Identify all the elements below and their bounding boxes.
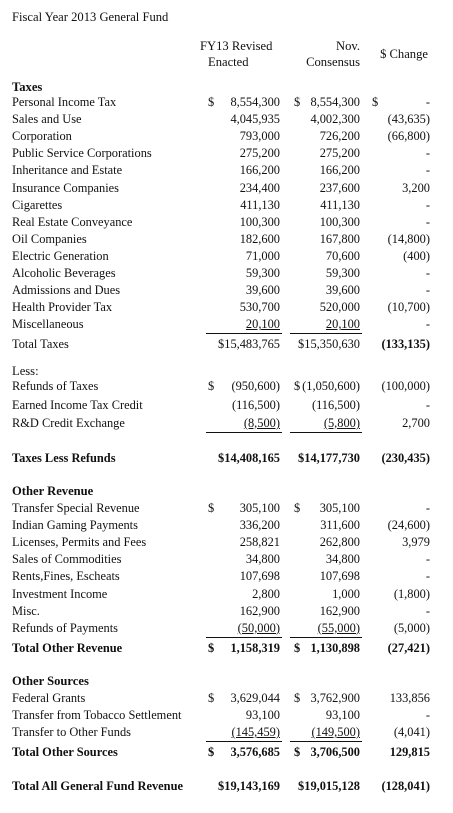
- table-row: [0, 690, 453, 707]
- currency-symbol: $: [208, 691, 215, 705]
- value-fy13-enacted: 411,130: [240, 197, 280, 212]
- value-change: -: [425, 146, 430, 161]
- value-nov-consensus: 262,800: [319, 535, 360, 550]
- row-label: Refunds of Taxes: [12, 379, 99, 393]
- grand-total-row: [0, 778, 453, 795]
- value-change: -: [425, 569, 430, 584]
- value-change: (1,800): [393, 586, 430, 601]
- table-row: [0, 162, 453, 179]
- value-change: 129,815: [389, 745, 430, 759]
- total-other-revenue-row: [0, 640, 453, 657]
- row-label: R&D Credit Exchange: [12, 416, 125, 430]
- value-change: (66,800): [387, 129, 430, 144]
- value-change: (133,135): [381, 337, 430, 351]
- row-label: Sales of Commodities: [12, 552, 122, 567]
- value-fy13-enacted: 275,200: [239, 146, 280, 161]
- value-fy13-enacted: 258,821: [239, 535, 280, 550]
- row-label: Public Service Corporations: [12, 146, 152, 161]
- value-fy13-enacted: (116,500): [231, 397, 280, 412]
- value-nov-consensus: (5,800): [323, 416, 360, 430]
- table-row: [0, 299, 453, 316]
- row-label: Personal Income Tax: [12, 95, 117, 109]
- currency-symbol: $: [208, 745, 215, 759]
- value-fy13-enacted: (8,500): [243, 416, 280, 430]
- value-nov-consensus: 93,100: [325, 708, 360, 723]
- currency-symbol: $: [208, 641, 215, 655]
- value-change: -: [425, 163, 430, 178]
- row-label: Corporation: [12, 129, 72, 144]
- total-rule: [290, 432, 362, 433]
- value-change: (14,800): [387, 231, 430, 246]
- value-nov-consensus: 726,200: [319, 129, 360, 144]
- table-row: [0, 568, 453, 585]
- row-label: Total All General Fund Revenue: [12, 779, 183, 793]
- table-row: [0, 500, 453, 517]
- value-change: -: [425, 501, 430, 515]
- row-label: Transfer from Tobacco Settlement: [12, 708, 182, 723]
- table-row: [0, 397, 453, 414]
- total-rule: [206, 637, 282, 638]
- table-row: [0, 620, 453, 637]
- value-fy13-enacted: 336,200: [239, 518, 280, 533]
- value-nov-consensus: 411,130: [320, 197, 360, 212]
- currency-symbol: $: [294, 95, 301, 109]
- row-label: Refunds of Payments: [12, 620, 118, 635]
- row-label: Miscellaneous: [12, 317, 84, 332]
- row-label: Insurance Companies: [12, 180, 120, 195]
- table-row: [0, 128, 453, 145]
- value-fy13-enacted: 59,300: [245, 266, 280, 280]
- value-change: 133,856: [389, 691, 430, 705]
- value-change: (230,435): [381, 451, 430, 465]
- value-nov-consensus: 1,000: [332, 586, 360, 601]
- table-row: [0, 231, 453, 248]
- table-row: [0, 282, 453, 299]
- value-nov-consensus: (55,000): [317, 620, 360, 635]
- header-fy13-line2: Enacted: [208, 55, 249, 69]
- value-change: -: [425, 317, 430, 332]
- value-change: (27,421): [387, 641, 430, 655]
- value-nov-consensus: $14,177,730: [298, 451, 360, 465]
- value-fy13-enacted: (950,600): [231, 379, 280, 393]
- row-label: Health Provider Tax: [12, 300, 113, 315]
- value-change: -: [425, 397, 430, 412]
- total-taxes-row: [0, 336, 453, 353]
- value-nov-consensus: 3,706,500: [310, 745, 360, 759]
- value-change: 3,200: [402, 180, 430, 195]
- currency-symbol: $: [208, 379, 215, 393]
- value-change: -: [425, 266, 430, 280]
- value-fy13-enacted: 71,000: [245, 248, 280, 263]
- row-label: Oil Companies: [12, 231, 87, 246]
- value-nov-consensus: (1,050,600): [302, 379, 360, 393]
- value-change: -: [425, 197, 430, 212]
- value-nov-consensus: 166,200: [319, 163, 360, 178]
- table-row: [0, 707, 453, 724]
- value-nov-consensus: 4,002,300: [310, 112, 360, 127]
- value-change: (10,700): [387, 300, 430, 315]
- table-row: [0, 214, 453, 231]
- value-nov-consensus: (149,500): [311, 725, 360, 740]
- row-label: Investment Income: [12, 586, 108, 601]
- row-label: Misc.: [12, 603, 40, 618]
- value-change: (24,600): [387, 518, 430, 533]
- row-label: Federal Grants: [12, 691, 86, 705]
- value-nov-consensus: $19,015,128: [298, 779, 360, 793]
- row-label: Alcoholic Beverages: [12, 266, 116, 280]
- total-other-sources-row: [0, 744, 453, 761]
- value-fy13-enacted: 3,629,044: [230, 691, 280, 705]
- value-change: (400): [403, 248, 430, 263]
- value-nov-consensus: (116,500): [311, 397, 360, 412]
- value-change: -: [425, 283, 430, 298]
- table-row: [0, 94, 453, 111]
- table-row: [0, 265, 453, 282]
- table-row: [0, 145, 453, 162]
- table-row: [0, 586, 453, 603]
- row-label: Rents,Fines, Escheats: [12, 569, 120, 584]
- table-row: [0, 724, 453, 741]
- value-nov-consensus: $15,350,630: [298, 337, 360, 351]
- currency-symbol: $: [294, 641, 301, 655]
- value-fy13-enacted: $15,483,765: [218, 337, 280, 351]
- total-rule: [290, 637, 362, 638]
- currency-symbol: $: [294, 691, 301, 705]
- header-fy13-line1: FY13 Revised: [200, 39, 273, 53]
- value-fy13-enacted: 39,600: [245, 283, 280, 298]
- total-rule: [290, 741, 362, 742]
- section-title-other-sources: Other Sources: [12, 674, 89, 688]
- table-row: [0, 180, 453, 197]
- row-label: Total Other Sources: [12, 745, 118, 759]
- row-label: Sales and Use: [12, 112, 82, 127]
- value-fy13-enacted: 2,800: [252, 586, 280, 601]
- value-fy13-enacted: 4,045,935: [230, 112, 280, 127]
- total-rule: [206, 333, 282, 334]
- value-nov-consensus: 237,600: [319, 180, 360, 195]
- value-change: -: [425, 214, 430, 229]
- value-nov-consensus: 305,100: [319, 501, 360, 515]
- taxes-less-refunds-row: [0, 450, 453, 467]
- row-label: Real Estate Conveyance: [12, 214, 133, 229]
- value-fy13-enacted: 107,698: [239, 569, 280, 584]
- header-nov-line2: Consensus: [306, 55, 360, 69]
- value-nov-consensus: 34,800: [325, 552, 360, 567]
- value-fy13-enacted: 20,100: [245, 317, 280, 332]
- row-label: Cigarettes: [12, 197, 63, 212]
- page-title: Fiscal Year 2013 General Fund: [12, 10, 169, 24]
- value-nov-consensus: 100,300: [319, 214, 360, 229]
- value-fy13-enacted: 34,800: [245, 552, 280, 567]
- table-row: [0, 415, 453, 432]
- value-change: 2,700: [402, 416, 430, 430]
- value-nov-consensus: 20,100: [325, 317, 360, 332]
- total-rule: [206, 432, 282, 433]
- row-label: Electric Generation: [12, 248, 109, 263]
- value-fy13-enacted: 93,100: [245, 708, 280, 723]
- value-nov-consensus: 59,300: [325, 266, 360, 280]
- value-change: (43,635): [387, 112, 430, 127]
- value-nov-consensus: 520,000: [319, 300, 360, 315]
- table-row: [0, 248, 453, 265]
- value-fy13-enacted: 530,700: [239, 300, 280, 315]
- table-row: [0, 111, 453, 128]
- row-label: Total Taxes: [12, 337, 69, 351]
- value-change: (128,041): [381, 779, 430, 793]
- row-label: Transfer Special Revenue: [12, 501, 140, 515]
- value-nov-consensus: 39,600: [325, 283, 360, 298]
- value-change: -: [425, 552, 430, 567]
- value-nov-consensus: 162,900: [319, 603, 360, 618]
- value-nov-consensus: 311,600: [320, 518, 360, 533]
- section-title-less: Less:: [12, 364, 39, 378]
- currency-symbol: $: [294, 379, 301, 393]
- row-label: Transfer to Other Funds: [12, 725, 131, 740]
- header-nov-consensus: [270, 38, 360, 70]
- value-fy13-enacted: $19,143,169: [218, 779, 280, 793]
- value-fy13-enacted: 8,554,300: [230, 95, 280, 109]
- value-fy13-enacted: 182,600: [239, 231, 280, 246]
- value-fy13-enacted: (50,000): [237, 620, 280, 635]
- total-rule: [290, 333, 362, 334]
- value-change: (100,000): [381, 379, 430, 393]
- value-fy13-enacted: 234,400: [239, 180, 280, 195]
- value-fy13-enacted: 1,158,319: [230, 641, 280, 655]
- value-fy13-enacted: 3,576,685: [230, 745, 280, 759]
- row-label: Admissions and Dues: [12, 283, 121, 298]
- value-nov-consensus: 8,554,300: [310, 95, 360, 109]
- value-nov-consensus: 167,800: [319, 231, 360, 246]
- currency-symbol: $: [294, 501, 301, 515]
- value-fy13-enacted: 793,000: [239, 129, 280, 144]
- currency-symbol: $: [208, 95, 215, 109]
- value-fy13-enacted: 162,900: [239, 603, 280, 618]
- table-row: [0, 551, 453, 568]
- row-label: Taxes Less Refunds: [12, 451, 116, 465]
- section-title-other-revenue: Other Revenue: [12, 484, 94, 498]
- value-fy13-enacted: 166,200: [239, 163, 280, 178]
- value-fy13-enacted: 305,100: [239, 501, 280, 515]
- table-row: [0, 603, 453, 620]
- currency-symbol: $: [372, 95, 379, 109]
- value-change: (4,041): [393, 725, 430, 740]
- header-change: $ Change: [380, 47, 428, 61]
- value-nov-consensus: 3,762,900: [310, 691, 360, 705]
- value-change: -: [425, 603, 430, 618]
- section-title-taxes: Taxes: [12, 80, 43, 94]
- value-nov-consensus: 275,200: [319, 146, 360, 161]
- row-label: Earned Income Tax Credit: [12, 397, 143, 412]
- row-label: Indian Gaming Payments: [12, 518, 138, 533]
- value-nov-consensus: 107,698: [319, 569, 360, 584]
- currency-symbol: $: [208, 501, 215, 515]
- table-row: [0, 197, 453, 214]
- value-nov-consensus: 70,600: [325, 248, 360, 263]
- table-row: [0, 316, 453, 333]
- value-fy13-enacted: 100,300: [239, 214, 280, 229]
- value-fy13-enacted: $14,408,165: [218, 451, 280, 465]
- row-label: Total Other Revenue: [12, 641, 123, 655]
- row-label: Licenses, Permits and Fees: [12, 535, 147, 550]
- total-rule: [206, 741, 282, 742]
- header-nov-line1: Nov.: [335, 39, 360, 53]
- value-change: 3,979: [402, 535, 430, 550]
- currency-symbol: $: [294, 745, 301, 759]
- value-fy13-enacted: (145,459): [231, 725, 280, 740]
- table-row: [0, 378, 453, 395]
- value-change: (5,000): [393, 620, 430, 635]
- row-label: Inheritance and Estate: [12, 163, 123, 178]
- table-row: [0, 517, 453, 534]
- value-nov-consensus: 1,130,898: [310, 641, 360, 655]
- table-row: [0, 534, 453, 551]
- value-change: -: [425, 708, 430, 723]
- value-change: -: [425, 95, 430, 109]
